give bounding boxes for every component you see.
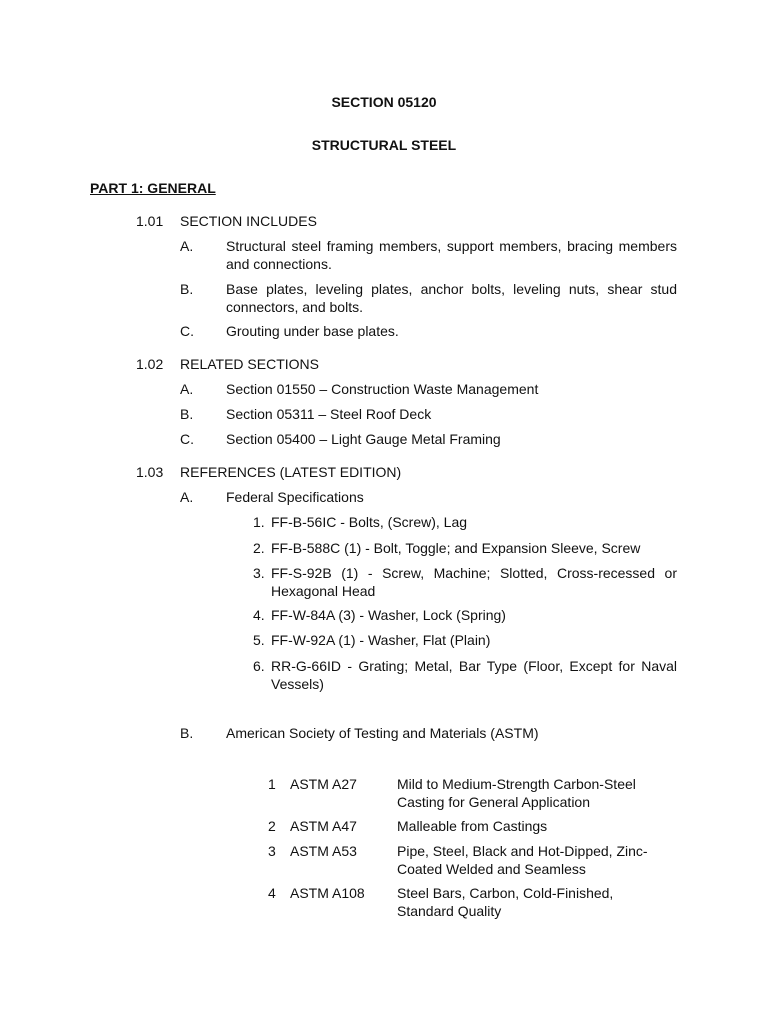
subparagraph-text: FF-W-84A (3) - Washer, Lock (Spring) (271, 607, 506, 623)
article-title: SECTION INCLUDES (180, 213, 317, 229)
paragraph-letter: B. (180, 725, 194, 741)
article-number: 1.02 (136, 356, 164, 372)
paragraph-text: Section 01550 – Construction Waste Management (226, 381, 539, 397)
subparagraph-text: RR-G-66ID - Grating; Metal, Bar Type (Floor, Except for Naval Vessels) (271, 658, 677, 692)
paragraph-letter: B. (180, 281, 194, 297)
astm-number: 2 (268, 818, 276, 834)
astm-code: ASTM A108 (290, 885, 365, 901)
paragraph-letter: A. (180, 238, 194, 254)
paragraph-text: Section 05311 – Steel Roof Deck (226, 406, 432, 422)
subparagraph-number: 4. (253, 607, 265, 623)
article-title: REFERENCES (LATEST EDITION) (180, 464, 402, 480)
subparagraph-number: 2. (253, 540, 265, 556)
astm-description: Malleable from Castings (397, 818, 548, 834)
astm-number: 1 (268, 776, 276, 792)
paragraph-text: American Society of Testing and Materials (ASTM) (226, 725, 539, 741)
subparagraph-text: FF-W-92A (1) - Washer, Flat (Plain) (271, 632, 491, 648)
paragraph-text: Section 05400 – Light Gauge Metal Framing (226, 431, 501, 447)
subparagraph-text: FF-B-56IC - Bolts, (Screw), Lag (271, 514, 468, 530)
paragraph-letter: C. (180, 323, 194, 339)
part-heading: PART 1: GENERAL (90, 180, 216, 196)
paragraph-letter: A. (180, 489, 194, 505)
subparagraph-number: 1. (253, 514, 265, 530)
article-number: 1.03 (136, 464, 164, 480)
article-title: RELATED SECTIONS (180, 356, 319, 372)
astm-code: ASTM A27 (290, 776, 357, 792)
subparagraph-text: FF-B-588C (1) - Bolt, Toggle; and Expansion Sleeve, Screw (271, 540, 641, 556)
astm-code: ASTM A53 (290, 843, 357, 859)
subparagraph-text: FF-S-92B (1) - Screw, Machine; Slotted, Cross-recessed or Hexagonal Head (271, 565, 677, 599)
section-number: SECTION 05120 (331, 94, 437, 110)
subparagraph-number: 6. (253, 658, 265, 674)
section-title: STRUCTURAL STEEL (311, 137, 457, 153)
paragraph-letter: B. (180, 406, 194, 422)
paragraph-text: Base plates, leveling plates, anchor bolts, leveling nuts, shear stud connectors, and bolts. (226, 281, 677, 315)
astm-number: 4 (268, 885, 276, 901)
astm-description: Pipe, Steel, Black and Hot-Dipped, Zinc-Coated Welded and Seamless (397, 843, 648, 877)
paragraph-letter: A. (180, 381, 194, 397)
paragraph-text: Structural steel framing members, support members, bracing members and connections. (226, 238, 677, 272)
astm-code: ASTM A47 (290, 818, 357, 834)
astm-number: 3 (268, 843, 276, 859)
astm-description: Mild to Medium-Strength Carbon-Steel Casting for General Application (397, 776, 636, 810)
subparagraph-number: 3. (253, 565, 265, 581)
paragraph-text: Federal Specifications (226, 489, 364, 505)
paragraph-letter: C. (180, 431, 194, 447)
astm-description: Steel Bars, Carbon, Cold-Finished, Standard Quality (397, 885, 614, 919)
article-number: 1.01 (136, 213, 164, 229)
subparagraph-number: 5. (253, 632, 265, 648)
paragraph-text: Grouting under base plates. (226, 323, 399, 339)
